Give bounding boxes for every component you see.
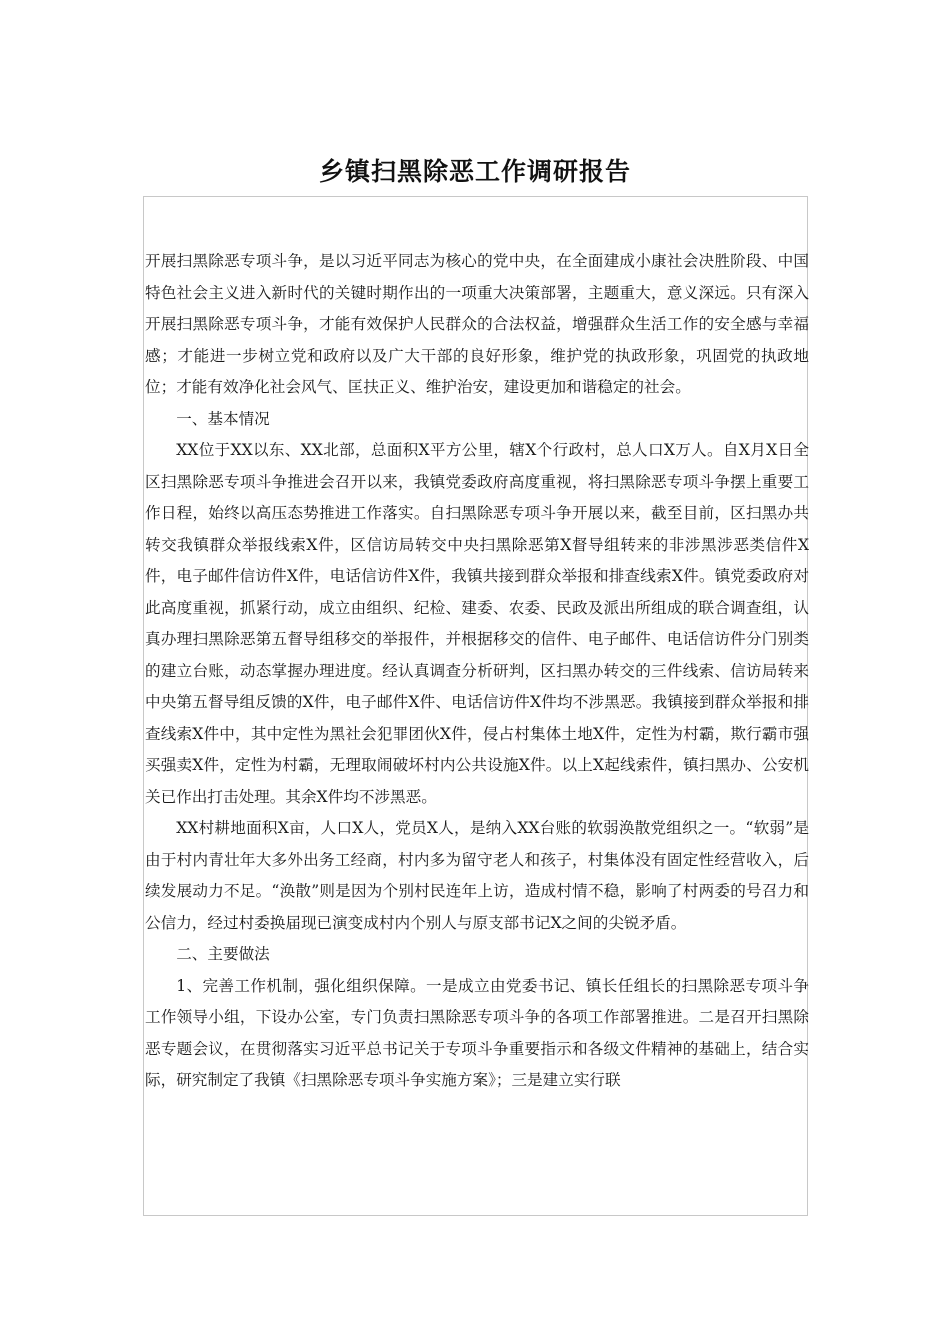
document-title: 乡镇扫黑除恶工作调研报告 (318, 157, 631, 186)
basic-situation-paragraph: XX位于XX以东、XX北部，总面积X平方公里，辖X个行政村，总人口X万人。自X月X日全区扫黑除恶专项斗争推进会召开以来，我镇党委政府高度重视，将扫黑除恶专项斗争摆上重要工作日程，始终以高压态势推进工作落实。自扫黑除恶专项斗争开展以来，截至目前，区扫黑办共转交我镇群众举报线索X件，区信访局转交中央扫黑除恶第X督导组转来的非涉黑涉恶类信件X件，电子邮件信访件X件，电话信访件X件，我镇共接到群众举报和排查线索X件。镇党委政府对此高度重视，抓紧行动，成立由组织、纪检、建委、农委、民政及派出所组成的联合调查组，认真办理扫黑除恶第五督导组移交的举报件，并根据移交的信件、电子邮件、电话信访件分门别类的建立台账，动态掌握办理进度。经认真调查分析研判，区扫黑办转交的三件线索、信访局转来中央第五督导组反馈的X件，电子邮件X件、电话信访件X件均不涉黑恶。我镇接到群众举报和排查线索X件中，其中定性为黑社会犯罪团伙X件，侵占村集体土地X件，定性为村霸，欺行霸市强买强卖X件，定性为村霸，无理取闹破坏村内公共设施X件。以上X起线索件，镇扫黑办、公安机关已作出打击处理。其余X件均不涉黑恶。 (145, 441, 809, 806)
practice-paragraph-1: 1、完善工作机制，强化组织保障。一是成立由党委书记、镇长任组长的扫黑除恶专项斗争工作领导小组，下设办公室，专门负责扫黑除恶专项斗争的各项工作部署推进。二是召开扫黑除恶专题会议，在贯彻落实习近平总书记关于专项斗争重要指示和各级文件精神的基础上，结合实际，研究制定了我镇《扫黑除恶专项斗争实施方案》；三是建立实行联 (145, 976, 809, 1089)
village-paragraph: XX村耕地面积X亩，人口X人，党员X人，是纳入XX台账的软弱涣散党组织之一。“软弱”是由于村内青壮年大多外出务工经商，村内多为留守老人和孩子，村集体没有固定性经营收入，后续发展动力不足。“涣散”则是因为个别村民连年上访，造成村情不稳，影响了村两委的号召力和公信力，经过村委换届现已演变成村内个别人与原支部书记X之间的尖锐矛盾。 (145, 819, 809, 932)
document-body (145, 246, 809, 1097)
section-heading-basic-situation: 一、基本情况 (176, 409, 270, 428)
section-heading-main-practices: 二、主要做法 (176, 945, 270, 963)
intro-paragraph: 开展扫黑除恶专项斗争，是以习近平同志为核心的党中央，在全面建成小康社会决胜阶段、中国特色社会主义进入新时代的关键时期作出的一项重大决策部署，主题重大，意义深远。只有深入开展扫黑除恶专项斗争，才能有效保护人民群众的合法权益，增强群众生活工作的安全感与幸福感；才能进一步树立党和政府以及广大干部的良好形象，维护党的执政形象，巩固党的执政地位；才能有效净化社会风气、匡扶正义、维护治安，建设更加和谐稳定的社会。 (145, 252, 809, 396)
